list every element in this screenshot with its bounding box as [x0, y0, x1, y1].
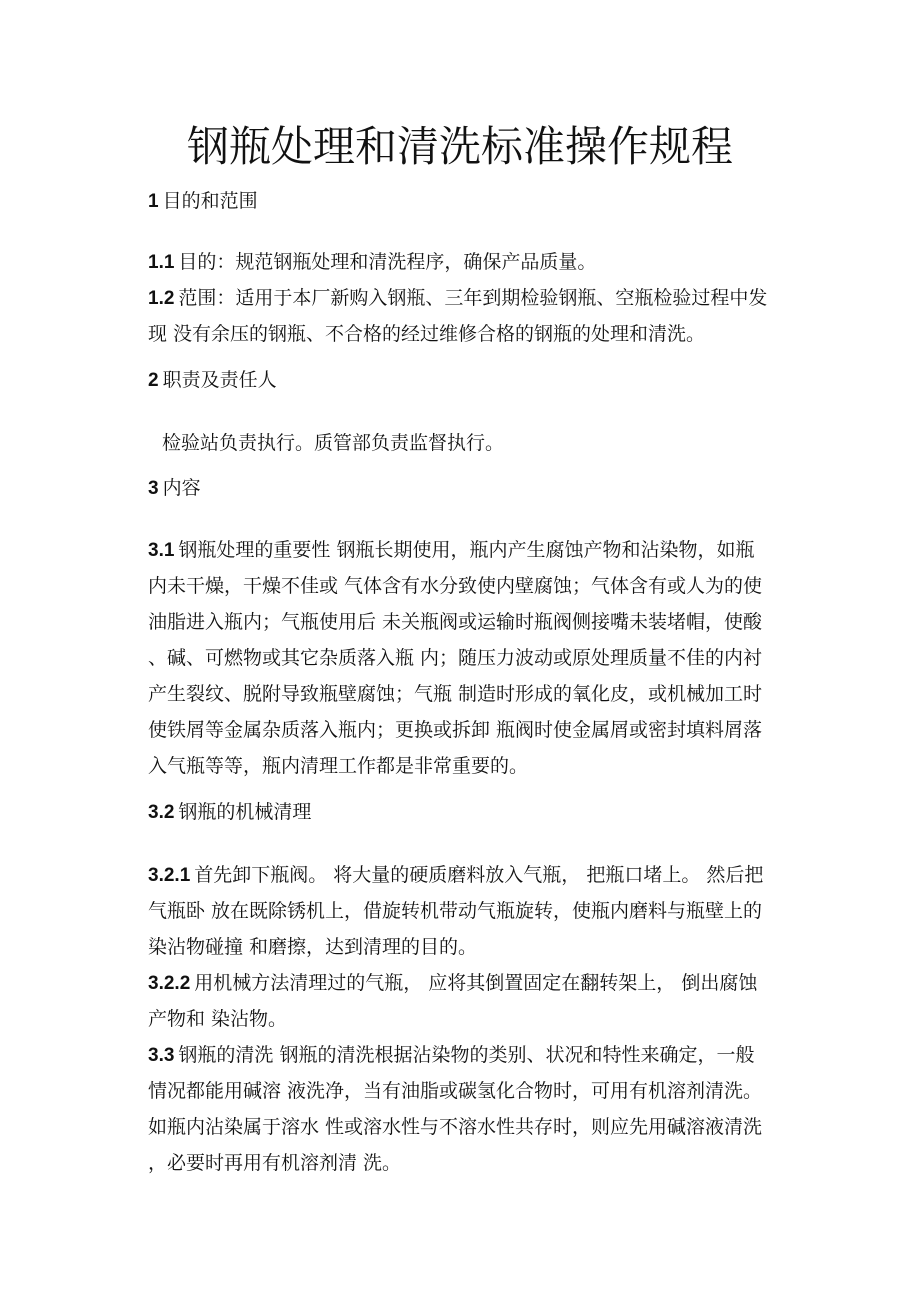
section-number: 2	[148, 370, 159, 391]
section-3-2-heading	[148, 799, 311, 826]
paragraph-line: 内未干燥，干燥不佳或 气体含有水分致使内壁腐蚀；气体含有或人为的使	[148, 575, 763, 597]
section-number: 3.2.1	[148, 865, 191, 886]
paragraph-text: 目的：规范钢瓶处理和清洗程序，确保产品质量。	[178, 251, 597, 273]
section-1-heading	[148, 188, 258, 215]
paragraph-line: 气瓶卧 放在既除锈机上，借旋转机带动气瓶旋转，使瓶内磨料与瓶壁上的	[148, 900, 763, 922]
paragraph-line: 检验站负责执行。质管部负责监督执行。	[162, 432, 505, 454]
paragraph-line: 染沾物碰撞 和磨擦，达到清理的目的。	[148, 936, 478, 958]
paragraph-text: 范围：适用于本厂新购入钢瓶、三年到期检验钢瓶、空瓶检验过程中发	[178, 287, 768, 309]
section-3-3	[148, 1042, 754, 1069]
section-3-heading	[148, 475, 201, 502]
paragraph-text: 钢瓶的清洗 钢瓶的清洗根据沾染物的类别、状况和特性来确定，一般	[178, 1044, 755, 1066]
paragraph-text: 首先卸下瓶阀。 将大量的硬质磨料放入气瓶， 把瓶口堵上。 然后把	[194, 864, 764, 886]
section-3-1	[148, 537, 754, 564]
section-number: 3	[148, 478, 159, 499]
paragraph-text: 钢瓶处理的重要性 钢瓶长期使用，瓶内产生腐蚀产物和沾染物，如瓶	[178, 539, 755, 561]
paragraph-line: 入气瓶等等，瓶内清理工作都是非常重要的。	[148, 755, 529, 777]
paragraph-text: 用机械方法清理过的气瓶， 应将其倒置固定在翻转架上， 倒出腐蚀	[194, 972, 758, 994]
heading-text: 职责及责任人	[162, 369, 277, 391]
paragraph-line: 使铁屑等金属杂质落入瓶内；更换或拆卸 瓶阀时使金属屑或密封填料屑落	[148, 719, 763, 741]
paragraph-line: 产生裂纹、脱附导致瓶壁腐蚀；气瓶 制造时形成的氧化皮，或机械加工时	[148, 683, 763, 705]
section-number: 1.1	[148, 252, 175, 273]
document-title: 钢瓶处理和清洗标准操作规程	[186, 122, 733, 171]
section-number: 3.2	[148, 802, 175, 823]
section-1-2	[148, 285, 767, 312]
section-1-1	[148, 249, 596, 276]
paragraph-line: 如瓶内沾染属于溶水 性或溶水性与不溶水性共存时，则应先用碱溶液清洗	[148, 1116, 763, 1138]
paragraph-line: 现 没有余压的钢瓶、不合格的经过维修合格的钢瓶的处理和清洗。	[148, 323, 706, 345]
paragraph-line: 油脂进入瓶内；气瓶使用后 未关瓶阀或运输时瓶阀侧接嘴未装堵帽，使酸	[148, 611, 763, 633]
section-3-2-2	[148, 970, 757, 997]
heading-text: 目的和范围	[162, 190, 258, 212]
paragraph-line: 情况都能用碱溶 液洗净，当有油脂或碳氢化合物时，可用有机溶剂清洗。	[148, 1080, 763, 1102]
paragraph-line: 产物和 染沾物。	[148, 1008, 288, 1030]
section-2-heading	[148, 367, 277, 394]
section-number: 3.2.2	[148, 973, 191, 994]
heading-text: 内容	[162, 477, 201, 499]
section-number: 1	[148, 191, 159, 212]
section-3-2-1	[148, 862, 763, 889]
heading-text: 钢瓶的机械清理	[178, 801, 312, 823]
section-number: 1.2	[148, 288, 175, 309]
section-number: 3.1	[148, 540, 175, 561]
paragraph-line: 、碱、可燃物或其它杂质落入瓶 内；随压力波动或原处理质量不佳的内衬	[148, 647, 763, 669]
section-number: 3.3	[148, 1045, 175, 1066]
paragraph-line: ，必要时再用有机溶剂清 洗。	[148, 1152, 402, 1174]
